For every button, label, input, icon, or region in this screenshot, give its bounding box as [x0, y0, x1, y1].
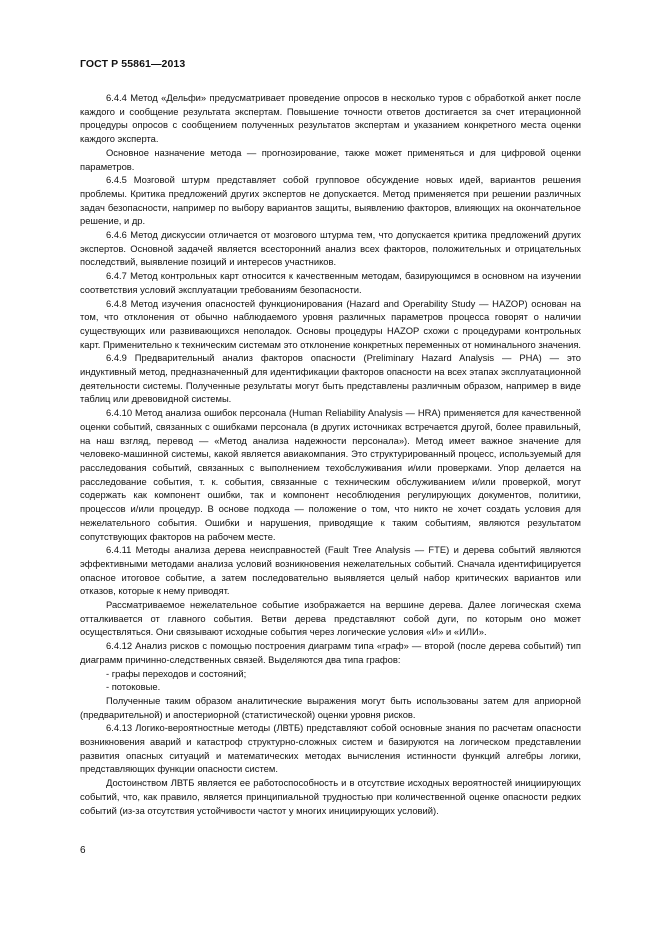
paragraph: 6.4.11 Методы анализа дерева неисправностей (Fault Tree Analysis — FTE) и дерева событий являются эффективными методами анализа условий возникновения нежелательных событий. Сначала идентифицируется опасное итоговое событие, а затем последовательно выявляется целый набор критических вариантов или отказов, которые к нему приводят.	[80, 544, 581, 597]
paragraph: 6.4.9 Предварительный анализ факторов опасности (Preliminary Hazard Analysis — PHA) — это индуктивный метод, предназначенный для идентификации факторов опасности на всех этапах эксплуатационной деятельности системы. Полученные результаты могут быть представлены различным образом, например в виде таблиц или древовидной системы.	[80, 352, 581, 405]
list-item: - графы переходов и состояний;	[106, 667, 247, 679]
page-number: 6	[80, 845, 86, 856]
paragraph: 6.4.4 Метод «Дельфи» предусматривает проведение опросов в несколько туров с обработкой анкет после каждого и сообщение результата экспертам. Повышение точности ответов достигается за счет итерационной процедуры опросов с сообщением полученных результатов экспертам и указанием конкретного места оценки каждого эксперта.	[80, 92, 581, 145]
list-item: - потоковые.	[106, 681, 161, 693]
document-body	[80, 91, 581, 817]
document-header: ГОСТ Р 55861—2013	[80, 58, 186, 70]
paragraph: 6.4.13 Логико-вероятностные методы (ЛВТБ) представляют собой основные знания по расчетам опасности возникновения аварий и катастроф структурно-сложных систем и базируются на логическом представлении развития опасных ситуаций и математических методах вычисления истинности функций алгебры логики, представляющих функции опасности систем.	[80, 722, 581, 775]
paragraph: Полученные таким образом аналитические выражения могут быть использованы затем для априорной (предварительной) и апостериорной (статистической) оценки уровня рисков.	[80, 694, 581, 720]
paragraph: 6.4.8 Метод изучения опасностей функционирования (Hazard and Operability Study — HAZOP) основан на том, что отклонения от обычно наблюдаемого уровня различных параметров процесса говорят о наличии существующих или развивающихся неполадок. Основы процедуры HAZOP схожи с процедурами контрольных карт. Применительно к техническим системам это отклонение конкретных переменных от номинального значения.	[80, 297, 582, 350]
paragraph: Достоинством ЛВТБ является ее работоспособность и в отсутствие исходных вероятностей инициирующих событий, что, как правило, является принципиальной трудностью при количественной оценке опасности редких событий (из-за отсутствия устойчивости частот у многих инициирующих условий).	[80, 777, 581, 816]
paragraph: 6.4.12 Анализ рисков с помощью построения диаграмм типа «граф» — второй (после дерева событий) тип диаграмм причинно-следственных связей. Выделяются два типа графов:	[80, 640, 581, 665]
paragraph: Рассматриваемое нежелательное событие изображается на вершине дерева. Далее логическая схема отталкивается от главного события. Ветви дерева представляют собой дуги, по которым оно может осуществляться. Они связывают исходные события через логические условия «И» и «ИЛИ».	[80, 599, 581, 638]
paragraph: 6.4.10 Метод анализа ошибок персонала (Human Reliability Analysis — HRA) применяется для качественной оценки событий, связанных с ошибками персонала (в других источниках встречается другой, более правильный, на наш взгляд, перевод — «Метод анализа надежности персонала»). Метод имеет важное значение для человеко-машинной системы, какой является авиакомпания. Это структурированный процесс, используемый для расследования событий, связанных с выполнением техобслуживания и/или проверками. Упор делается на расследование события, т. к. события, связанные с техническим обслуживанием и/или проверкой, могут содержать как компонент ошибки, так и компонент несоблюдения регулирующих документов, политики, процессов и/или процедур. В основе подхода — положение о том, что никто не хочет создать условия для нежелательного события. Ошибки и нарушения, приводящие к таким событиям, являются результатом сопутствующих факторов на рабочем месте.	[80, 407, 581, 542]
paragraph: Основное назначение метода — прогнозирование, также может применяться и для цифровой оценки параметров.	[80, 146, 581, 172]
paragraph: 6.4.5 Мозговой штурм представляет собой групповое обсуждение новых идей, вариантов решения проблемы. Критика предложений других экспертов не допускается. Метод применяется при решении различных задач безопасности, например по выбору вариантов защиты, выявлению факторов, влияющих на окончательное решение, и др.	[80, 174, 581, 227]
paragraph: 6.4.6 Метод дискуссии отличается от мозгового штурма тем, что допускается критика предложений других экспертов. Основной задачей является всесторонний анализ всех факторов, положительных и отрицательных последствий, выявление позиций и интересов участников.	[80, 229, 581, 268]
paragraph: 6.4.7 Метод контрольных карт относится к качественным методам, базирующимся в основном на изучении соответствия условий эксплуатации требованиям безопасности.	[80, 270, 581, 295]
